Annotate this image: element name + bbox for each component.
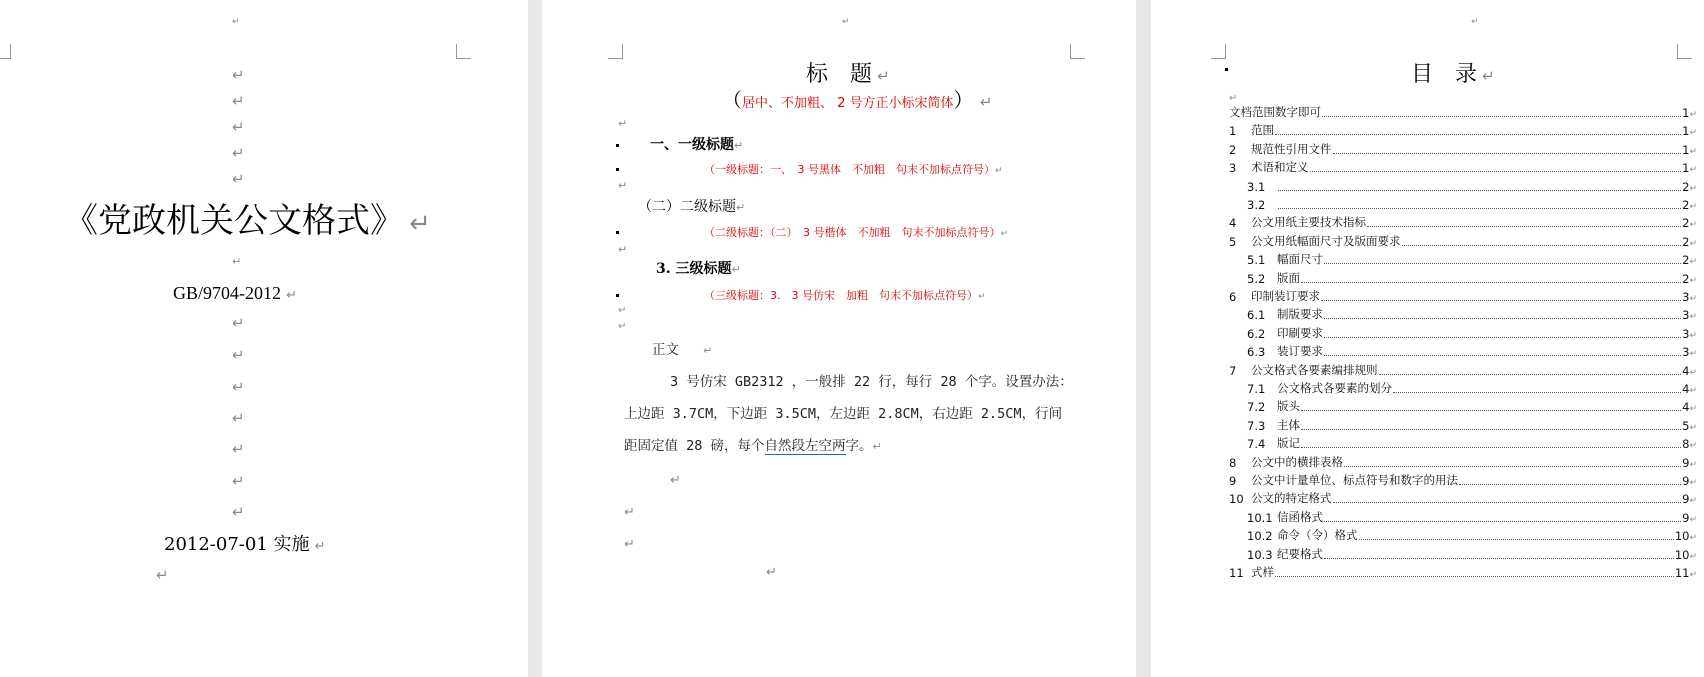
- toc-entry-number: 3.2: [1247, 198, 1266, 212]
- toc-entry-page: 2: [1682, 253, 1690, 268]
- paragraph-mark: ↵: [1689, 128, 1697, 139]
- level1-note-text: （一级标题：一、 3 号黑体 不加粗 句末不加标点符号）: [704, 163, 995, 176]
- toc-leader-dots: [1459, 483, 1681, 485]
- paragraph-mark: ↵: [1689, 165, 1697, 176]
- paragraph-mark: ↵: [734, 139, 744, 152]
- document-page-headings[interactable]: [542, 0, 1136, 677]
- toc-entry-text: 公文用纸主要技术指标: [1251, 215, 1366, 230]
- paragraph-mark: ↵: [232, 346, 245, 364]
- toc-entry[interactable]: [1229, 214, 1697, 230]
- paragraph-mark: ↵: [872, 440, 882, 453]
- toc-entry-page: 1: [1682, 142, 1690, 157]
- paragraph-mark: ↵: [618, 243, 628, 256]
- toc-entry[interactable]: [1247, 546, 1697, 562]
- paragraph-mark: ↵: [232, 118, 245, 136]
- level3-heading-text: 3. 三级标题: [656, 261, 732, 277]
- body-label-text: 正文: [652, 342, 679, 358]
- toc-entry-number: 7: [1229, 363, 1237, 378]
- document-page-cover[interactable]: [0, 0, 528, 677]
- toc-entry-number: 7.1: [1247, 382, 1266, 396]
- paragraph-mark: ↵: [618, 179, 628, 192]
- toc-entry-text: 范围: [1251, 123, 1274, 138]
- paragraph-mark: ↵: [1689, 275, 1697, 286]
- toc-title-line: [1411, 64, 1495, 86]
- paragraph-mark: ↵: [1689, 330, 1697, 341]
- paragraph-mark: ↵: [624, 505, 635, 520]
- document-page-toc[interactable]: [1151, 0, 1704, 677]
- toc-entry-text: 公文中的横排表格: [1251, 454, 1343, 469]
- toc-entry[interactable]: [1247, 509, 1697, 525]
- crop-mark-left: [0, 44, 11, 59]
- body-line: 上边距 3.7CM，下边距 3.5CM，左边距 2.8CM，右边距 2.5CM，行间: [624, 406, 1063, 422]
- toc-entry[interactable]: [1229, 122, 1697, 138]
- paragraph-mark: ↵: [1000, 229, 1009, 239]
- level1-heading-text: 一、一级标题: [650, 137, 734, 153]
- crop-mark-right: [456, 44, 471, 59]
- heading-subtitle: [722, 90, 992, 110]
- body-line: 3 号仿宋 GB2312 ，一般排 22 行，每行 28 个字。设置办法：: [670, 374, 1073, 390]
- level2-note: [704, 227, 1008, 239]
- toc-entry-page: 10: [1674, 547, 1690, 562]
- toc-entry-text: 幅面尺寸: [1277, 252, 1323, 267]
- list-bullet: [616, 294, 619, 297]
- toc-entry-page: 2: [1682, 234, 1690, 249]
- toc-leader-dots: [1367, 225, 1681, 227]
- paragraph-mark: ↵: [1689, 367, 1697, 378]
- toc-entry-page: 1: [1682, 124, 1690, 139]
- toc-leader-dots: [1301, 428, 1681, 430]
- paragraph-mark: ↵: [232, 378, 245, 396]
- toc-entry-text: 版面: [1277, 270, 1300, 285]
- paragraph-mark: ↵: [1689, 404, 1697, 415]
- subtitle-close-paren: ）: [953, 88, 974, 112]
- paragraph-mark: ↵: [232, 440, 245, 458]
- paragraph-mark: ↵: [618, 117, 628, 130]
- paragraph-mark: ↵: [1689, 514, 1697, 525]
- toc-leader-dots: [1301, 409, 1681, 411]
- toc-entry-text: 版头: [1277, 399, 1300, 414]
- subtitle-open-paren: （: [722, 88, 742, 112]
- paragraph-mark: ↵: [1689, 551, 1697, 562]
- toc-entry-number: 10.1: [1247, 510, 1273, 525]
- toc-entry-text: 版记: [1277, 436, 1300, 451]
- paragraph-mark: ↵: [1689, 110, 1697, 120]
- paragraph-mark: ↵: [1229, 93, 1238, 104]
- toc-entry[interactable]: [1229, 362, 1697, 378]
- toc-leader-dots: [1333, 501, 1682, 503]
- toc-entry-text: 印制装订要求: [1251, 289, 1320, 303]
- toc-entry-text: 术语和定义: [1251, 160, 1309, 175]
- toc-entry-text: 公文中计量单位、标点符号和数字的用法: [1251, 473, 1458, 487]
- toc-leader-dots: [1359, 538, 1674, 540]
- paragraph-mark: ↵: [1689, 220, 1697, 231]
- toc-leader-dots: [1278, 207, 1681, 209]
- toc-entry[interactable]: [1229, 104, 1697, 120]
- paragraph-mark: ↵: [1689, 202, 1697, 212]
- level3-note: [704, 290, 986, 302]
- toc-entry[interactable]: [1247, 527, 1697, 543]
- paragraph-mark: ↵: [670, 473, 681, 488]
- toc-entry-page: 3: [1682, 326, 1690, 341]
- level1-heading: [650, 138, 743, 152]
- toc-leader-dots: [1379, 373, 1682, 375]
- toc-entry-page: 4: [1682, 400, 1690, 415]
- paragraph-mark: ↵: [995, 166, 1003, 176]
- paragraph-mark: ↵: [618, 305, 627, 316]
- toc-entry-number: 3.1: [1247, 179, 1266, 194]
- paragraph-mark: ↵: [232, 255, 242, 268]
- toc-leader-dots: [1322, 115, 1681, 117]
- toc-entry-number: 10: [1229, 492, 1244, 507]
- toc-entry-text: 主体: [1277, 417, 1300, 432]
- level2-heading-text: （二）二级标题: [638, 199, 736, 215]
- paragraph-mark: ↵: [314, 539, 326, 554]
- toc-entry[interactable]: [1229, 490, 1697, 506]
- toc-entry-page: 9: [1682, 455, 1690, 470]
- list-bullet: [616, 144, 619, 147]
- crop-mark-left: [1211, 44, 1226, 59]
- toc-entry-number: 2: [1229, 142, 1237, 157]
- toc-entry[interactable]: [1247, 417, 1697, 433]
- paragraph-mark: ↵: [1689, 183, 1697, 194]
- toc-entry-number: 1: [1229, 124, 1237, 139]
- toc-leader-dots: [1402, 244, 1682, 246]
- toc-entry[interactable]: [1247, 435, 1697, 451]
- implementation-date: 2012-07-01 实施: [164, 534, 310, 555]
- toc-leader-dots: [1393, 391, 1681, 393]
- paragraph-mark: ↵: [703, 344, 713, 357]
- toc-entry-number: 10.3: [1247, 547, 1273, 562]
- paragraph-mark: ↵: [1689, 257, 1697, 268]
- toc-entry[interactable]: [1247, 178, 1697, 194]
- toc-entry-page: 3: [1682, 345, 1690, 360]
- toc-entry[interactable]: [1247, 343, 1697, 359]
- toc-entry[interactable]: [1229, 159, 1697, 175]
- toc-entry[interactable]: [1229, 141, 1697, 157]
- paragraph-mark: ↵: [1689, 146, 1697, 157]
- toc-leader-dots: [1333, 152, 1682, 154]
- paragraph-mark: ↵: [1689, 441, 1697, 452]
- toc-entry-page: 9: [1682, 492, 1690, 507]
- toc-entry-number: 7.2: [1247, 400, 1266, 415]
- paragraph-mark: ↵: [1482, 67, 1495, 85]
- toc-entry-text: 信函格式: [1277, 509, 1323, 524]
- paragraph-mark: ↵: [842, 17, 850, 27]
- toc-entry[interactable]: [1247, 196, 1697, 212]
- toc-leader-dots: [1275, 133, 1681, 135]
- level2-heading: [638, 200, 745, 214]
- toc-entry-page: 9: [1682, 510, 1690, 525]
- toc-entry-text: 公文格式各要素编排规则: [1251, 362, 1378, 377]
- paragraph-mark: ↵: [1689, 496, 1697, 507]
- list-bullet: [1225, 68, 1228, 71]
- paragraph-mark: ↵: [731, 263, 741, 276]
- paragraph-mark: ↵: [232, 314, 245, 332]
- paragraph-mark: ↵: [1689, 570, 1697, 580]
- toc-entry-page: 3: [1682, 308, 1690, 323]
- toc-entry[interactable]: [1247, 251, 1697, 267]
- toc-entry-number: 3: [1229, 161, 1237, 176]
- paragraph-mark: ↵: [232, 92, 245, 110]
- body-label: [652, 344, 712, 358]
- paragraph-mark: ↵: [766, 565, 777, 580]
- paragraph-mark: ↵: [1689, 459, 1697, 470]
- toc-entry-page: 2: [1682, 198, 1690, 212]
- paragraph-mark: ↵: [409, 209, 431, 239]
- toc-entry[interactable]: [1247, 306, 1697, 322]
- toc-entry-text: 公文用纸幅面尺寸及版面要求: [1251, 233, 1401, 248]
- toc-leader-dots: [1324, 317, 1681, 319]
- toc-entry-page: 4: [1682, 382, 1690, 396]
- toc-entry-number: 5.1: [1247, 253, 1266, 268]
- toc-leader-dots: [1324, 262, 1681, 264]
- toc-entry-text: 纪要格式: [1277, 546, 1323, 561]
- toc-entry-text: 式样: [1251, 565, 1274, 579]
- toc-title: 目 录: [1411, 62, 1478, 87]
- document-title: 《党政机关公文格式》: [64, 201, 404, 241]
- paragraph-mark: ↵: [624, 537, 635, 552]
- toc-entry-text: 规范性引用文件: [1251, 141, 1332, 156]
- paragraph-mark: ↵: [1689, 312, 1697, 323]
- crop-mark-right: [1070, 44, 1085, 59]
- toc-entry-number: 6: [1229, 290, 1237, 304]
- paragraph-mark: ↵: [978, 292, 986, 302]
- paragraph-mark: ↵: [232, 66, 245, 84]
- paragraph-mark: ↵: [979, 93, 993, 111]
- toc-leader-dots: [1301, 281, 1681, 283]
- toc-entry[interactable]: [1247, 380, 1697, 396]
- body-line-text: 字。: [845, 438, 873, 454]
- paragraph-mark: ↵: [1689, 533, 1697, 544]
- toc-entry-text: 文档范围数字即可: [1229, 105, 1321, 119]
- toc-entry-number: 4: [1229, 216, 1237, 231]
- crop-mark-left: [608, 44, 623, 59]
- paragraph-mark: ↵: [1471, 17, 1479, 27]
- toc-entry[interactable]: [1229, 288, 1697, 304]
- toc-entry-page: 3: [1682, 290, 1690, 304]
- toc-entry-text: 装订要求: [1277, 344, 1323, 359]
- toc-entry[interactable]: [1229, 564, 1697, 580]
- toc-entry[interactable]: [1247, 398, 1697, 414]
- paragraph-mark: ↵: [1689, 478, 1697, 488]
- paragraph-mark: ↵: [736, 201, 746, 214]
- heading-title-line: [806, 64, 890, 86]
- toc-leader-dots: [1324, 354, 1681, 356]
- heading-title: 标 题: [806, 62, 873, 87]
- paragraph-mark: ↵: [1689, 422, 1697, 433]
- toc-entry[interactable]: [1229, 454, 1697, 470]
- toc-entry-number: 6.3: [1247, 345, 1266, 360]
- toc-leader-dots: [1344, 465, 1681, 467]
- toc-entry-number: 10.2: [1247, 529, 1273, 544]
- toc-entry-page: 1: [1682, 106, 1690, 120]
- paragraph-mark: ↵: [232, 144, 245, 162]
- toc-entry-page: 4: [1682, 363, 1690, 378]
- level2-note-text: （二级标题：（二） 3 号楷体 不加粗 句末不加标点符号）: [704, 226, 1001, 239]
- toc-entry-number: 8: [1229, 455, 1237, 470]
- standard-code: GB/9704-2012: [173, 283, 281, 303]
- toc-entry-text: 公文的特定格式: [1251, 491, 1332, 506]
- toc-entry-number: 7.4: [1247, 437, 1266, 452]
- paragraph-mark: ↵: [232, 409, 245, 427]
- level3-note-text: （三级标题：3. 3 号仿宋 加粗 句末不加标点符号）: [704, 289, 978, 302]
- toc-entry-page: 10: [1674, 529, 1690, 544]
- level1-note: [704, 164, 1003, 176]
- paragraph-mark: ↵: [1689, 349, 1697, 360]
- toc-entry-number: 5: [1229, 234, 1237, 249]
- toc-entry-number: 11: [1229, 566, 1244, 580]
- paragraph-mark: ↵: [232, 503, 245, 521]
- grammar-underline-text[interactable]: 自然段左空两: [764, 438, 846, 454]
- toc-entry-page: 5: [1682, 418, 1690, 433]
- crop-mark-right: [1677, 44, 1692, 59]
- toc-entry[interactable]: [1229, 472, 1697, 488]
- document-title-line: [64, 201, 431, 241]
- standard-code-line: [173, 284, 297, 302]
- body-line-text: 距固定值 28 磅，每个: [624, 438, 765, 454]
- toc-entry-page: 2: [1682, 179, 1690, 194]
- toc-entry-number: 5.2: [1247, 271, 1266, 286]
- toc-entry-number: 7.3: [1247, 418, 1266, 433]
- toc-leader-dots: [1324, 557, 1674, 559]
- list-bullet: [616, 231, 619, 234]
- paragraph-mark: ↵: [232, 17, 240, 27]
- subtitle-note: 居中、不加粗、 2 号方正小标宋简体: [742, 96, 954, 111]
- body-line: [624, 440, 882, 454]
- toc-entry-text: 命令（令）格式: [1277, 528, 1358, 543]
- toc-entry[interactable]: [1247, 325, 1697, 341]
- toc-entry-number: 9: [1229, 474, 1237, 488]
- toc-leader-dots: [1278, 189, 1681, 191]
- paragraph-mark: ↵: [232, 472, 245, 490]
- toc-entry[interactable]: [1247, 270, 1697, 286]
- level3-heading: [656, 262, 741, 276]
- paragraph-mark: ↵: [1689, 386, 1697, 396]
- paragraph-mark: ↵: [1689, 238, 1697, 249]
- toc-leader-dots: [1324, 520, 1681, 522]
- paragraph-mark: ↵: [1689, 294, 1697, 304]
- toc-entry-text: 制版要求: [1277, 307, 1323, 322]
- toc-entry[interactable]: [1229, 233, 1697, 249]
- toc-leader-dots: [1301, 446, 1681, 448]
- toc-entry-page: 9: [1682, 474, 1690, 488]
- paragraph-mark: ↵: [156, 566, 169, 584]
- toc-entry-page: 8: [1682, 437, 1690, 452]
- paragraph-mark: ↵: [618, 321, 627, 332]
- implementation-date-line: [164, 536, 326, 554]
- paragraph-mark: ↵: [286, 288, 297, 303]
- toc-entry-number: 6.2: [1247, 326, 1266, 341]
- toc-entry-page: 2: [1682, 271, 1690, 286]
- toc-entry-number: 6.1: [1247, 308, 1266, 323]
- toc-entry-page: 11: [1674, 566, 1690, 580]
- toc-entry-text: 印刷要求: [1277, 325, 1323, 340]
- paragraph-mark: ↵: [232, 170, 245, 188]
- list-bullet: [616, 168, 619, 171]
- toc-entry-page: 2: [1682, 216, 1690, 231]
- toc-leader-dots: [1310, 170, 1682, 172]
- toc-leader-dots: [1275, 575, 1674, 577]
- toc-leader-dots: [1321, 299, 1681, 301]
- paragraph-mark: ↵: [877, 67, 890, 85]
- toc-entry-page: 1: [1682, 161, 1690, 176]
- toc-entry-text: 公文格式各要素的划分: [1277, 381, 1392, 395]
- toc-leader-dots: [1324, 336, 1681, 338]
